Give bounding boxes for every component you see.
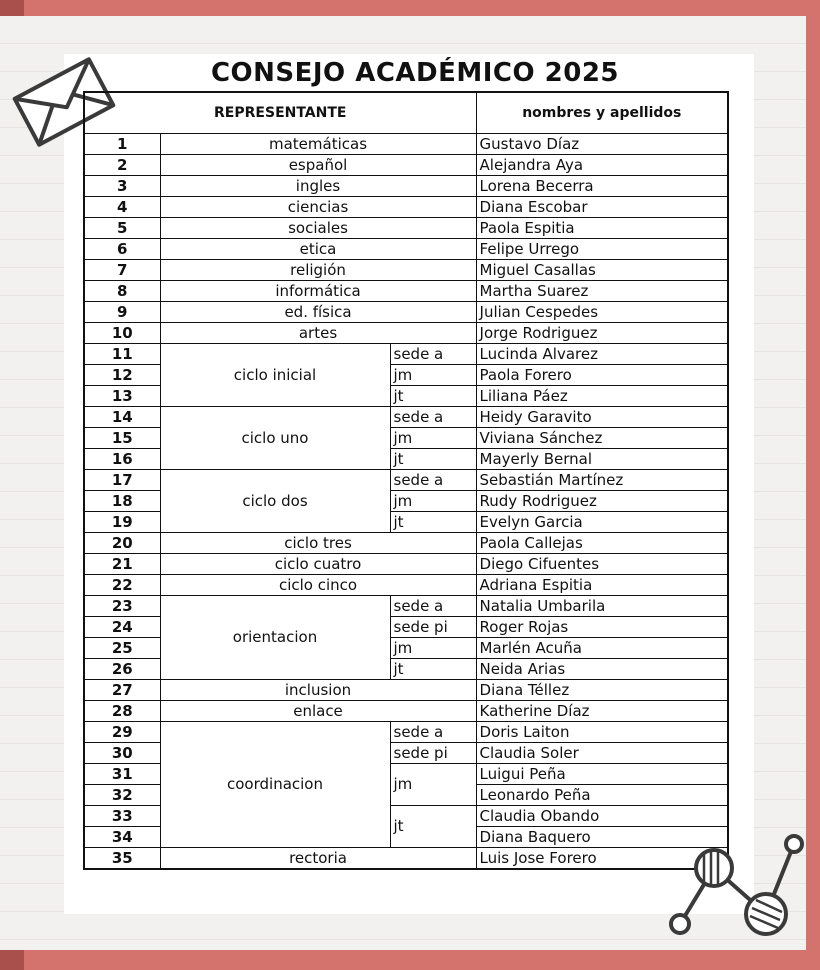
table-row <box>84 323 728 344</box>
table-row <box>84 722 728 743</box>
sede-cell: sede a <box>390 407 476 428</box>
table-row <box>84 554 728 575</box>
table-row <box>84 260 728 281</box>
sede-cell: sede pi <box>390 743 476 764</box>
row-number: 24 <box>84 617 160 638</box>
name-cell: Claudia Soler <box>476 743 728 764</box>
sede-cell: jt <box>390 386 476 407</box>
name-cell: Viviana Sánchez <box>476 428 728 449</box>
row-number: 1 <box>84 134 160 155</box>
area-cell: matemáticas <box>160 134 476 155</box>
area-cell: ciclo inicial <box>160 344 390 407</box>
table-row <box>84 176 728 197</box>
row-number: 6 <box>84 239 160 260</box>
table-row <box>84 680 728 701</box>
row-number: 10 <box>84 323 160 344</box>
sede-cell: jm <box>390 365 476 386</box>
row-number: 25 <box>84 638 160 659</box>
sede-cell: jm <box>390 638 476 659</box>
table-row <box>84 197 728 218</box>
area-cell: ciclo cinco <box>160 575 476 596</box>
area-cell: enlace <box>160 701 476 722</box>
name-cell: Heidy Garavito <box>476 407 728 428</box>
sede-cell: jt <box>390 806 476 848</box>
row-number: 12 <box>84 365 160 386</box>
name-cell: Diana Escobar <box>476 197 728 218</box>
name-cell: Diana Téllez <box>476 680 728 701</box>
row-number: 26 <box>84 659 160 680</box>
area-cell: ciclo uno <box>160 407 390 470</box>
frame-top <box>0 0 820 16</box>
area-cell: español <box>160 155 476 176</box>
area-cell: ingles <box>160 176 476 197</box>
row-number: 17 <box>84 470 160 491</box>
sede-cell: jm <box>390 491 476 512</box>
frame-notch <box>0 0 24 16</box>
area-cell: orientacion <box>160 596 390 680</box>
area-cell: etica <box>160 239 476 260</box>
table-row <box>84 344 728 365</box>
name-cell: Doris Laiton <box>476 722 728 743</box>
row-number: 21 <box>84 554 160 575</box>
sede-cell: jm <box>390 764 476 806</box>
area-cell: ciclo cuatro <box>160 554 476 575</box>
table-row <box>84 533 728 554</box>
name-cell: Sebastián Martínez <box>476 470 728 491</box>
name-cell: Alejandra Aya <box>476 155 728 176</box>
frame-bottom <box>0 950 820 970</box>
header-nombres: nombres y apellidos <box>476 92 728 134</box>
row-number: 8 <box>84 281 160 302</box>
name-cell: Diego Cifuentes <box>476 554 728 575</box>
name-cell: Liliana Páez <box>476 386 728 407</box>
header-representante: REPRESENTANTE <box>84 92 476 134</box>
molecule-icon <box>664 832 804 947</box>
row-number: 7 <box>84 260 160 281</box>
name-cell: Evelyn Garcia <box>476 512 728 533</box>
name-cell: Claudia Obando <box>476 806 728 827</box>
name-cell: Paola Callejas <box>476 533 728 554</box>
table-row <box>84 470 728 491</box>
area-cell: rectoria <box>160 848 476 870</box>
area-cell: sociales <box>160 218 476 239</box>
row-number: 14 <box>84 407 160 428</box>
row-number: 18 <box>84 491 160 512</box>
area-cell: coordinacion <box>160 722 390 848</box>
page-title: CONSEJO ACADÉMICO 2025 <box>210 58 620 88</box>
row-number: 13 <box>84 386 160 407</box>
name-cell: Rudy Rodriguez <box>476 491 728 512</box>
area-cell: ciclo tres <box>160 533 476 554</box>
name-cell: Paola Forero <box>476 365 728 386</box>
row-number: 29 <box>84 722 160 743</box>
sede-cell: jt <box>390 512 476 533</box>
name-cell: Julian Cespedes <box>476 302 728 323</box>
row-number: 3 <box>84 176 160 197</box>
row-number: 4 <box>84 197 160 218</box>
area-cell: religión <box>160 260 476 281</box>
table-row <box>84 575 728 596</box>
row-number: 34 <box>84 827 160 848</box>
name-cell: Diana Baquero <box>476 827 728 848</box>
council-table <box>83 91 729 870</box>
name-cell: Jorge Rodriguez <box>476 323 728 344</box>
row-number: 23 <box>84 596 160 617</box>
sede-cell: sede a <box>390 470 476 491</box>
row-number: 35 <box>84 848 160 870</box>
area-cell: ed. física <box>160 302 476 323</box>
area-cell: artes <box>160 323 476 344</box>
table-row <box>84 134 728 155</box>
row-number: 5 <box>84 218 160 239</box>
table-row <box>84 155 728 176</box>
row-number: 32 <box>84 785 160 806</box>
name-cell: Miguel Casallas <box>476 260 728 281</box>
row-number: 2 <box>84 155 160 176</box>
sede-cell: sede pi <box>390 617 476 638</box>
area-cell: ciencias <box>160 197 476 218</box>
table-row <box>84 701 728 722</box>
row-number: 16 <box>84 449 160 470</box>
row-number: 19 <box>84 512 160 533</box>
sede-cell: sede a <box>390 596 476 617</box>
name-cell: Leonardo Peña <box>476 785 728 806</box>
name-cell: Adriana Espitia <box>476 575 728 596</box>
name-cell: Marlén Acuña <box>476 638 728 659</box>
name-cell: Gustavo Díaz <box>476 134 728 155</box>
row-number: 30 <box>84 743 160 764</box>
row-number: 33 <box>84 806 160 827</box>
frame-notch <box>0 950 24 970</box>
name-cell: Luigui Peña <box>476 764 728 785</box>
row-number: 11 <box>84 344 160 365</box>
row-number: 15 <box>84 428 160 449</box>
name-cell: Lorena Becerra <box>476 176 728 197</box>
name-cell: Felipe Urrego <box>476 239 728 260</box>
table-row <box>84 239 728 260</box>
name-cell: Roger Rojas <box>476 617 728 638</box>
frame-right <box>806 16 820 950</box>
name-cell: Natalia Umbarila <box>476 596 728 617</box>
name-cell: Luis Jose Forero <box>476 848 728 870</box>
table-row <box>84 407 728 428</box>
row-number: 27 <box>84 680 160 701</box>
name-cell: Katherine Díaz <box>476 701 728 722</box>
name-cell: Martha Suarez <box>476 281 728 302</box>
table-row <box>84 302 728 323</box>
table-row <box>84 218 728 239</box>
area-cell: informática <box>160 281 476 302</box>
area-cell: ciclo dos <box>160 470 390 533</box>
sede-cell: jt <box>390 659 476 680</box>
row-number: 22 <box>84 575 160 596</box>
name-cell: Mayerly Bernal <box>476 449 728 470</box>
row-number: 9 <box>84 302 160 323</box>
name-cell: Neida Arias <box>476 659 728 680</box>
table-row <box>84 848 728 870</box>
sede-cell: sede a <box>390 722 476 743</box>
table-row <box>84 596 728 617</box>
area-cell: inclusion <box>160 680 476 701</box>
sede-cell: sede a <box>390 344 476 365</box>
sede-cell: jt <box>390 449 476 470</box>
name-cell: Paola Espitia <box>476 218 728 239</box>
row-number: 28 <box>84 701 160 722</box>
sede-cell: jm <box>390 428 476 449</box>
row-number: 31 <box>84 764 160 785</box>
table-header-row <box>84 92 728 134</box>
name-cell: Lucinda Alvarez <box>476 344 728 365</box>
row-number: 20 <box>84 533 160 554</box>
table-row <box>84 281 728 302</box>
